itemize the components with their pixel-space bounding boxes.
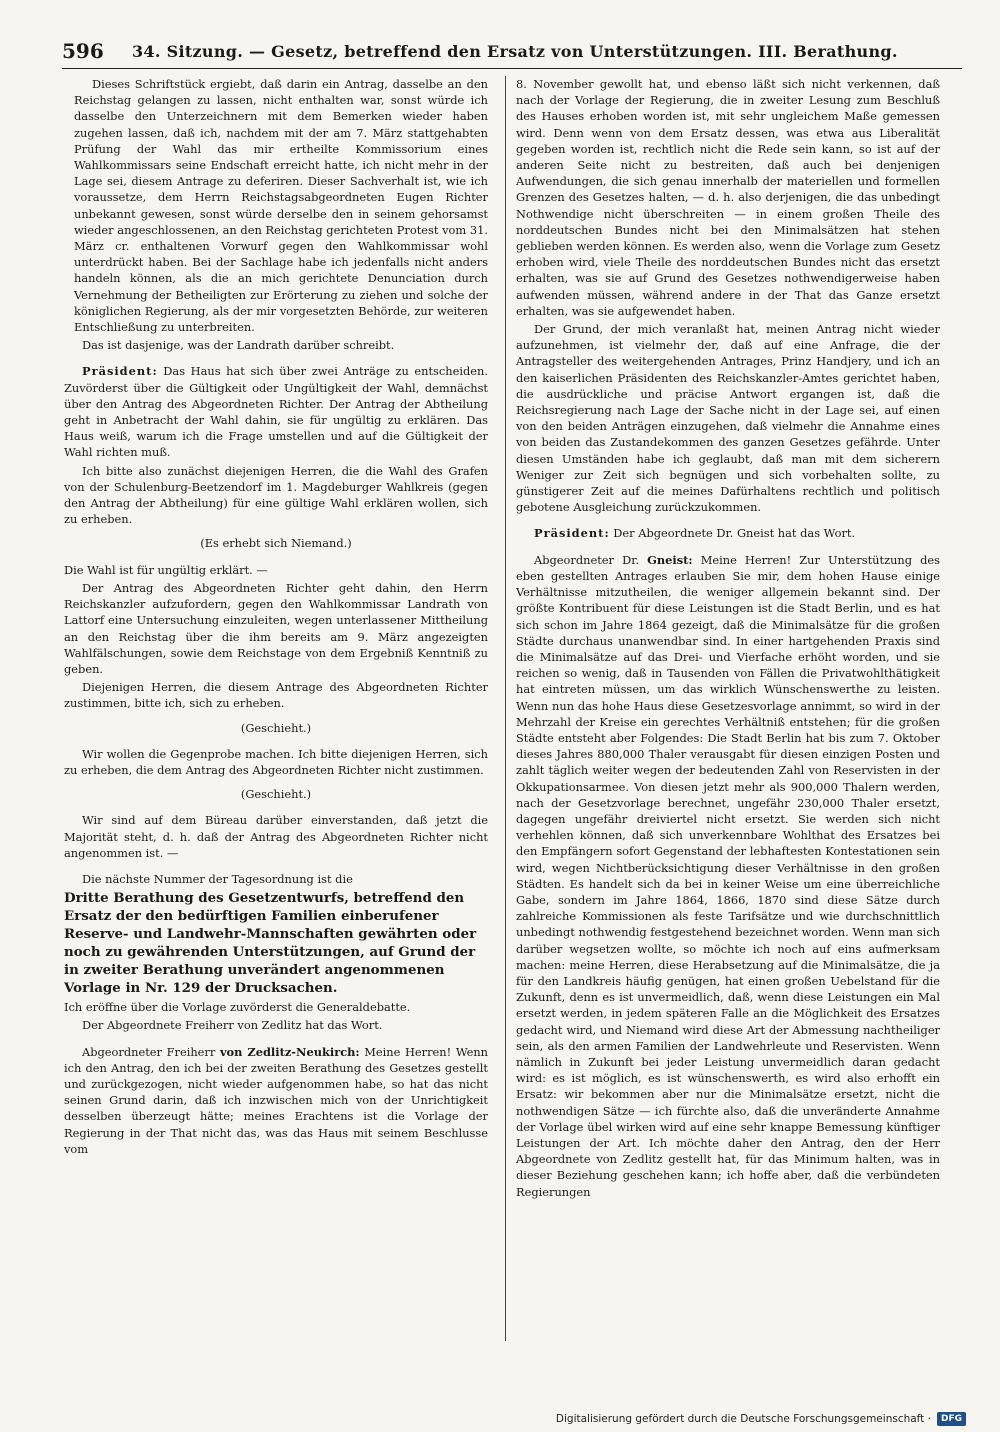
paragraph: Ich eröffne über die Vorlage zuvörderst die Generaldebatte. [64, 1000, 411, 1015]
quote-paragraph: Dieses Schriftstück ergiebt, daß darin ein Antrag, dasselbe an den Reichstag gelangen zu lassen, nicht enthalten war, sonst würde ich dasselbe den Unterzeichnern mit dem Bemerken wieder haben zugehen lassen, daß ich, nachdem mit der am 7. März stattgehabten Prüfung der Wahl das mir ertheilte Kommissorium eines Wahlkommissars seine Endschaft erreicht hatte, ich nicht mehr in der Lage sei, diesem Antrage zu deferiren. Dieser Sachverhalt ist, wie ich voraussetze, dem Herrn Reichstagsabgeordneten Eugen Richter unbekannt gewesen, sonst würde derselbe den in seinem gehorsamst wieder angeschlossenen, an den Reichstag gerichteten Protest vom 31. März cr. enthaltenen Vorwurf gegen den Wahlkommissar wohl unterdrückt haben. Bei der Sachlage habe ich jedenfalls nicht anders handeln können, als die an mich gerichtete Denunciation durch Vernehmung der Betheiligten zur Erörterung zu ziehen und solche der königlichen Regierung, als der mir vorgesetzten Behörde, zur weiteren Entschließung zu unterbreiten. [74, 77, 488, 335]
statement-text: Der Abgeordnete Dr. Gneist hat das Wort. [613, 526, 856, 541]
stage-direction: (Es erhebt sich Niemand.) [200, 536, 352, 551]
speaker-label: Präsident: [82, 364, 158, 379]
speaker-prefix: Abgeordneter Freiherr [82, 1044, 216, 1059]
left-column [64, 76, 488, 1346]
speech-zedlitz [64, 1044, 488, 1157]
paragraph: Wir wollen die Gegenprobe machen. Ich bitte diejenigen Herren, sich zu erheben, die dem Antrag des Abgeordneten Richter nicht zustimmen. [64, 746, 488, 777]
stage-direction: (Geschieht.) [240, 787, 312, 802]
dfg-logo: DFG [937, 1412, 966, 1426]
speaker-name: von Zedlitz-Neukirch: [219, 1044, 360, 1059]
paragraph: Der Antrag des Abgeordneten Richter geht dahin, den Herrn Reichskanzler aufzufordern, gegen den Wahlkommissar Landrath von Lattorf eine Untersuchung einzuleiten, wegen unterlassener Mittheilung an den Reichstag über die ihm bereits am 9. März angezeigten Wahlfälschungen, sowie dem Reichstage von dem Ergebniß Kenntniß zu geben. [64, 580, 488, 676]
president-statement [516, 525, 940, 541]
footer-text: Digitalisierung gefördert durch die Deutsche Forschungsgemeinschaft · [555, 1413, 931, 1425]
speech-gneist [516, 552, 940, 1200]
paragraph: Der Abgeordnete Freiherr von Zedlitz hat das Wort. [82, 1018, 383, 1033]
speech-text: Meine Herren! Wenn ich den Antrag, den ich bei der zweiten Berathung des Gesetzes gestellt und zurückgezogen, nicht wieder aufgenommen habe, so hat das nicht seinen Grund darin, daß ich inzwischen mich von der Unrichtigkeit desselben überzeugt hätte; meines Erachtens ist die Vorlage der Regierung in der That nicht das, was das Haus mit seinem Beschlusse vom [64, 1044, 488, 1156]
page-number: 596 [62, 39, 104, 63]
right-column [516, 76, 940, 1346]
digitization-footer [556, 1412, 966, 1426]
speech-text: Meine Herren! Zur Unterstützung des eben gestellten Antrages erlauben Sie mir, dem hohen Hause einige Verhältnisse mitzutheilen, die weniger allgemein bekannt sind. Der größte Kontribuent für diese Leistungen ist die Stadt Berlin, und es hat sich schon im Jahre 1864 gezeigt, daß die Minimalsätze für die großen Städte durchaus unanwendbar sind. In einer hartgehenden Praxis sind die Minimalsätze auf das Drei- und Vierfache erhöht worden, und sie reichen so wenig, daß in Tausenden von Fällen die Privatwohlthätigkeit hat eintreten müssen, um das wirklich Wünschenswerthe zu leisten. Wenn nun das hohe Haus diese Gesetzesvorlage annimmt, so wird in der Mehrzahl der Kreise ein gerechtes Verhältniß entstehen; für die großen Städte entsteht aber Folgendes: Die Stadt Berlin hat bis zum 7. Oktober dieses Jahres 880,000 Thaler verausgabt für diesen einzigen Posten und zahlt täglich weiter wegen der bedeutenden Zahl von Reservisten in der Okkupationsarmee. Von diesen jetzt mehr als 900,000 Thalern werden, nach der Gesetzvorlage berechnet, ungefähr 230,000 Thaler ersetzt, dagegen ungefähr dreiviertel nicht ersetzt. Sie werden sich nicht verhehlen können, daß sich unverkennbare Wohlthat des Ersatzes bei den Empfängern sofort Gegenstand der lebhaftesten Kontestationen sein wird, wegen Nichtberücksichtigung dieser Verhältnisse in den großen Städten. Es handelt sich da bei in keiner Weise um eine überreichliche Gabe, sondern im Jahre 1864, 1866, 1870 sind diese Sätze durch zahlreiche Kommissionen als feste Tarifsätze und wie durchschnittlich unbedingt nothwendig festgestehend bezeichnet worden. Wenn man sich darüber wegsetzen wollte, so möchte ich noch auf eins aufmerksam machen: meine Herren, diese Herabsetzung auf die Minimalsätze, die ja für den Landkreis häufig genügen, hat einen großen Uebelstand für die Zukunft, denn es ist unvermeidlich, daß, wenn diese Leistungen ein Mal ersetzt werden, in jedem späteren Falle an die Möglichkeit des Ersatzes gedacht wird, und Niemand wird diese Art der Abmessung nachtheiliger sein, als den armen Familien der Landwehrleute und Reservisten. Wenn nämlich in Zukunft bei jeder Leistung unvermeidlich daran gedacht wird: es ist möglich, es ist wünschenswerth, es wird also erhofft ein Ersatz: wir bekommen aber nur die Minimalsätze ersetzt, nicht die nothwendigen Sätze — ich fürchte also, daß die unveränderte Annahme der Vorlage übel wirken wird auf eine sehr knappe Bemessung künftiger Leistungen der Art. Ich möchte daher den Antrag, den der Herr Abgeordnete von Zedlitz gestellt hat, für das Minimum halten, was in dieser Beziehung geschehen kann; ich hoffe aber, daß die verbündeten Regierungen [516, 552, 940, 1199]
paragraph: Der Grund, der mich veranlaßt hat, meinen Antrag nicht wieder aufzunehmen, ist vielmehr der, daß auf eine Anfrage, die der Antragsteller des weitergehenden Antrages, Prinz Handjery, und ich an den kaiserlichen Präsidenten des Reichskanzler-Amtes gerichtet haben, die ausdrückliche und präcise Antwort ergangen ist, daß die Reichsregierung nach Lage der Sache nicht in der Lage sei, auf einen von den beiden Anträgen einzugehen, daß vielmehr die Annahme eines von beiden das Zustandekommen des ganzen Gesetzes gefährde. Unter diesen Umständen habe ich geglaubt, daß man mit dem sicherern Weniger zur Zeit sich begnügen und sich vorbehalten sollte, zu günstigerer Zeit auf die meines Dafürhaltens rechtlich und politisch gebotene Ausgleichung zurückzukommen. [516, 322, 940, 515]
quote-closing: Das ist dasjenige, was der Landrath darüber schreibt. [82, 338, 395, 353]
paragraph: Diejenigen Herren, die diesem Antrage des Abgeordneten Richter zustimmen, bitte ich, sich zu erheben. [64, 680, 488, 711]
paragraph: Ich bitte also zunächst diejenigen Herren, die die Wahl des Grafen von der Schulenburg-Beetzendorf im 1. Magdeburger Wahlkreis (gegen den Antrag der Abtheilung) für eine gültige Wahl erklären wollen, sich zu erheben. [64, 463, 488, 527]
column-divider [505, 76, 506, 1341]
stage-direction: (Geschieht.) [240, 720, 312, 735]
speaker-name: Gneist: [647, 552, 693, 567]
speaker-label: Präsident: [534, 526, 610, 541]
paragraph: Wir sind auf dem Büreau darüber einverstanden, daß jetzt die Majorität steht, d. h. daß der Antrag des Abgeordneten Richter nicht angenommen ist. — [64, 813, 488, 860]
page-header [62, 34, 962, 69]
speaker-prefix: Abgeordneter Dr. [534, 552, 640, 567]
president-statement [64, 363, 488, 460]
statement-text: Das Haus hat sich über zwei Anträge zu entscheiden. Zuvörderst über die Gültigkeit oder Ungültigkeit der Wahl, demnächst über den Antrag des Abgeordneten Richter. Der Antrag der Abtheilung geht in Anbetracht der Wahl dahin, sie für ungültig zu erklären. Das Haus weiß, warum ich die Frage umstellen und auf die Gültigkeit der Wahl richten muß. [64, 364, 488, 460]
agenda-heading: Dritte Berathung des Gesetzentwurfs, betreffend den Ersatz der den bedürftigen Familien einberufener Reserve- und Landwehr-Mannschaften gewährten oder noch zu gewährenden Unterstützungen, auf Grund der in zweiter Berathung unverändert angenommenen Vorlage in Nr. 129 der Drucksachen. [64, 890, 477, 997]
paragraph: Die nächste Nummer der Tagesordnung ist die [82, 871, 353, 886]
paragraph: Die Wahl ist für ungültig erklärt. — [64, 562, 268, 577]
paragraph: 8. November gewollt hat, und ebenso läßt sich nicht verkennen, daß nach der Vorlage der Regierung, die in zweiter Lesung zum Beschluß des Hauses erhoben worden ist, mit sehr ungleichem Maße gemessen wird. Denn wenn von dem Ersatz dessen, was etwa aus Liberalität gegeben worden ist, rechtlich nicht die Rede sein kann, so ist auf der anderen Seite nicht zu bestreiten, daß auch bei denjenigen Aufwendungen, die sich genau innerhalb der materiellen und formellen Grenzen des Gesetzes halten, — d. h. also derjenigen, die das unbedingt Nothwendige nicht überschreiten — in einem großen Theile des norddeutschen Bundes nicht bei den Minimalsätzen hat stehen geblieben werden können. Es werden also, wenn die Vorlage zum Gesetz erhoben wird, viele Theile des norddeutschen Bundes nicht das ersetzt erhalten, was sie auf Grund des Gesetzes nothwendigerweise haben aufwenden müssen, während andere in der That das Ganze ersetzt erhalten, was sie aufgewendet haben. [516, 77, 940, 318]
running-title: 34. Sitzung. — Gesetz, betreffend den Ersatz von Unterstützungen. III. Berathung. [132, 41, 898, 61]
